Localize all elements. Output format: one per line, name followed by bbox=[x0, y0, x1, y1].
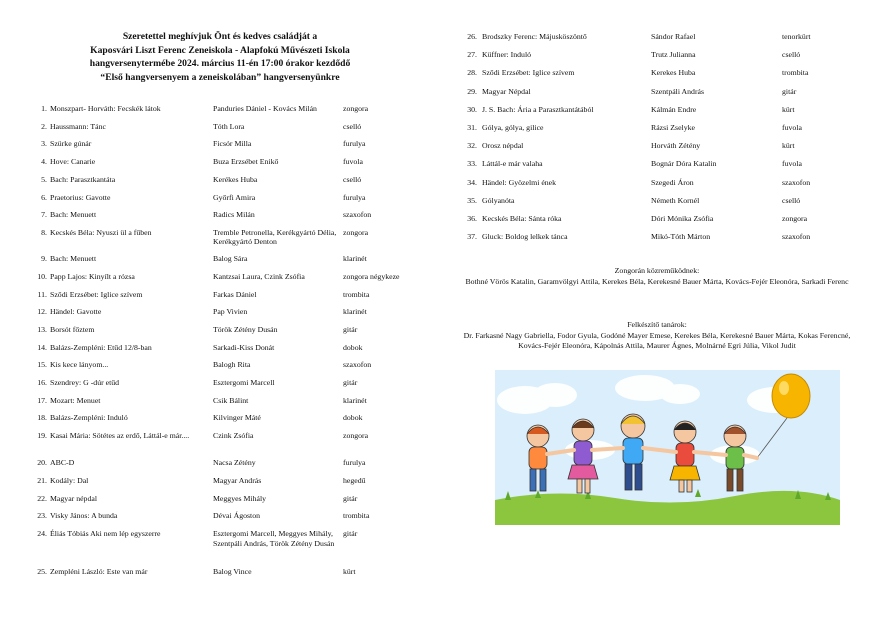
accompanists-title: Zongorán közreműködnek: bbox=[614, 266, 700, 275]
program-item-piece: Praetorius: Gavotte bbox=[50, 192, 111, 202]
program-item-number: 21. bbox=[37, 476, 47, 485]
invitation-line: Kaposvári Liszt Ferenc Zeneiskola - Alapfokú Művészeti Iskola bbox=[90, 44, 350, 56]
teachers-names: Dr. Farkasné Nagy Gabriella, Fodor Gyula, Godóné Mayer Emese, Kerekes Béla, Kerekesné Bauer Márta, Kokas Ferencné, Kovács-Fejér Eleonóra, Kápolnás Attila, Maurer Ágnes, Molnárné Egri Júlia, Vikol Judit bbox=[463, 330, 851, 351]
program-item-piece: Balázs-Zempléni: Induló bbox=[50, 413, 128, 423]
program-item-instrument: zongora bbox=[782, 214, 808, 223]
program-item-performer: Németh Kornél bbox=[651, 195, 700, 205]
program-item-piece: Sződi Erzsébet: Iglice szívem bbox=[482, 68, 575, 78]
program-item-number: 26. bbox=[467, 32, 477, 41]
program-item-instrument: gitár bbox=[343, 529, 358, 539]
program-item-number: 16. bbox=[37, 378, 47, 387]
program-item-piece: Papp Lajos: Kinyílt a rózsa bbox=[50, 271, 135, 281]
program-item-performer: Nacsa Zétény bbox=[213, 458, 256, 468]
program-item-instrument: cselló bbox=[343, 174, 362, 184]
program-item-number: 17. bbox=[37, 395, 47, 405]
program-item-piece: Szendrey: G -dúr etűd bbox=[50, 378, 120, 387]
program-item-instrument: gitár bbox=[782, 86, 797, 96]
program-item-performer: Győrfi Amira bbox=[213, 192, 256, 202]
program-item-number: 31. bbox=[467, 123, 477, 132]
program-item-instrument: hegedű bbox=[343, 476, 366, 485]
program-item-piece: Gólyanóta bbox=[482, 195, 515, 205]
program-item-number: 36. bbox=[467, 214, 477, 223]
program-item-performer: Szentpáli András bbox=[651, 86, 705, 96]
program-item-number: 30. bbox=[467, 104, 477, 114]
program-item-number: 23. bbox=[37, 511, 47, 521]
program-item-instrument: klarinét bbox=[343, 254, 367, 264]
program-item-performer: Sarkadi-Kiss Donát bbox=[213, 342, 275, 352]
program-item-performer: Farkas Dániel bbox=[213, 289, 257, 299]
program-item-instrument: klarinét bbox=[343, 395, 367, 405]
program-item-performer: Dévai Ágoston bbox=[213, 511, 260, 521]
program-item-instrument: fuvola bbox=[782, 123, 802, 132]
program-item-instrument: furulya bbox=[343, 192, 366, 202]
program-item-performer: Tóth Lora bbox=[213, 121, 245, 131]
program-item-performer: Balog Vince bbox=[213, 566, 252, 576]
program-item-number: 6. bbox=[41, 192, 47, 202]
accompanists-section bbox=[462, 266, 852, 287]
invitation-heading bbox=[30, 30, 410, 84]
program-item-performer: Tremble Petronella, Kerékgyártó Délia, Kerékgyártó Denton bbox=[213, 227, 337, 247]
program-item-number: 18. bbox=[37, 413, 47, 423]
program-item-instrument: zongora négykeze bbox=[343, 271, 400, 281]
program-item-piece: J. S. Bach: Ária a Parasztkantátából bbox=[482, 104, 594, 114]
program-item-number: 32. bbox=[467, 141, 477, 151]
program-item-piece: Gólya, gólya, gilice bbox=[482, 123, 544, 132]
program-item-piece: Kecskés Béla: Nyuszi ül a fűben bbox=[50, 227, 152, 237]
program-item-performer: Szegedi Áron bbox=[651, 177, 694, 187]
program-item-instrument: cselló bbox=[343, 121, 362, 131]
program-item-instrument: kürt bbox=[782, 104, 795, 114]
program-item-instrument: trombita bbox=[343, 289, 370, 299]
invitation-line: hangversenytermébe 2024. március 11-én 17:00 órakor kezdődő bbox=[89, 58, 351, 70]
program-item-performer: Trutz Julianna bbox=[651, 50, 696, 60]
program-item-number: 7. bbox=[41, 210, 47, 220]
program-item-instrument: gitár bbox=[343, 324, 358, 334]
program-item-performer: Radics Milán bbox=[213, 210, 255, 220]
program-item-performer: Balogh Rita bbox=[213, 360, 251, 370]
program-item-number: 3. bbox=[41, 139, 47, 149]
program-item-performer: Esztergomi Marcell, Meggyes Mihály, Szentpáli András, Török Zétény Dusán bbox=[213, 529, 335, 548]
program-item-number: 37. bbox=[467, 232, 477, 242]
program-item-performer: Mikó-Tóth Márton bbox=[651, 232, 711, 242]
program-item-piece: Gluck: Boldog lelkek tánca bbox=[482, 232, 568, 242]
program-item-performer: Pap Vivien bbox=[213, 307, 248, 317]
program-item-number: 35. bbox=[467, 195, 477, 205]
program-item-piece: Hove: Canarie bbox=[50, 157, 96, 167]
program-item-instrument: kürt bbox=[343, 566, 356, 576]
program-item-piece: Bach: Menuett bbox=[50, 254, 97, 264]
program-item-piece: Zempléni László: Este van már bbox=[50, 566, 148, 576]
program-item-instrument: dobok bbox=[343, 342, 363, 352]
program-item-number: 27. bbox=[467, 50, 477, 60]
program-item-number: 29. bbox=[467, 86, 477, 96]
program-item-piece: Éliás Tóbiás Aki nem lép egyszerre bbox=[50, 529, 161, 539]
program-item-number: 20. bbox=[37, 458, 47, 468]
program-item-performer: Buza Erzsébet Enikő bbox=[213, 157, 279, 167]
program-item-performer: Panduries Dániel - Kovács Milán bbox=[213, 104, 317, 113]
program-item-piece: Händel: Gyözelmi ének bbox=[482, 177, 557, 187]
program-item-piece: Brodszky Ferenc: Májusköszöntő bbox=[482, 32, 587, 41]
program-item-number: 11. bbox=[37, 289, 47, 299]
program-item-performer: Kantzsai Laura, Czink Zsófia bbox=[213, 271, 305, 281]
program-item-instrument: szaxofon bbox=[782, 177, 811, 187]
program-item-instrument: cselló bbox=[782, 50, 801, 60]
program-item-piece: Monszpart- Horváth: Fecskék látok bbox=[50, 104, 161, 113]
program-item-number: 22. bbox=[37, 493, 47, 503]
program-item-number: 14. bbox=[37, 342, 47, 352]
program-item-piece: Haussmann: Tánc bbox=[50, 121, 106, 131]
program-item-piece: Magyar népdal bbox=[50, 493, 97, 503]
program-item-performer: Ficsór Milla bbox=[213, 139, 252, 149]
program-item-instrument: szaxofon bbox=[782, 232, 811, 242]
program-item-number: 24. bbox=[37, 529, 47, 539]
program-item-piece: Kodály: Dal bbox=[50, 476, 89, 485]
program-item-instrument: zongora bbox=[343, 104, 369, 113]
program-item-performer: Sándor Rafael bbox=[651, 32, 696, 41]
program-item-piece: Balázs-Zempléni: Etűd 12/8-ban bbox=[50, 342, 152, 352]
program-item-instrument: gitár bbox=[343, 378, 358, 387]
program-item-performer: Dóri Mónika Zsófia bbox=[651, 214, 714, 223]
program-item-piece: Láttál-e már valaha bbox=[482, 159, 543, 169]
program-item-instrument: szaxofon bbox=[343, 360, 372, 370]
program-item-instrument: cselló bbox=[782, 195, 801, 205]
program-item-instrument: dobok bbox=[343, 413, 363, 423]
program-item-performer: Kerékes Huba bbox=[213, 174, 258, 184]
program-item-instrument: tenorkürt bbox=[782, 32, 811, 41]
program-item-instrument: trombita bbox=[343, 511, 370, 521]
program-item-number: 9. bbox=[41, 254, 47, 264]
program-item-instrument: furulya bbox=[343, 139, 366, 149]
program-item-performer: Kilvinger Máté bbox=[213, 413, 261, 423]
program-item-performer: Kerekes Huba bbox=[651, 68, 696, 78]
program-item-piece: Mozart: Menuet bbox=[50, 395, 101, 405]
teachers-section bbox=[462, 320, 852, 352]
program-item-number: 1. bbox=[41, 104, 47, 113]
program-item-piece: Visky János: A bunda bbox=[50, 511, 118, 521]
program-item-performer: Török Zétény Dusán bbox=[213, 324, 278, 334]
children-running-with-balloon-illustration bbox=[495, 360, 840, 530]
program-item-number: 15. bbox=[37, 360, 47, 370]
program-item-piece: Bach: Menuett bbox=[50, 210, 97, 220]
program-item-number: 25. bbox=[37, 566, 47, 576]
program-item-performer: Magyar András bbox=[213, 476, 262, 485]
program-item-performer: Horváth Zétény bbox=[651, 141, 701, 151]
program-item-piece: Magyar Népdal bbox=[482, 86, 531, 96]
program-item-performer: Czink Zsófia bbox=[213, 431, 254, 441]
program-item-number: 10. bbox=[37, 271, 47, 281]
program-item-performer: Meggyes Mihály bbox=[213, 493, 267, 503]
program-item-piece: Bach: Parasztkantáta bbox=[50, 174, 116, 184]
program-item-instrument: fuvola bbox=[343, 157, 363, 167]
program-item-piece: Kasai Mária: Sötétes az erdő, Láttál-e már.... bbox=[50, 431, 190, 441]
program-item-instrument: zongora bbox=[343, 227, 369, 237]
program-item-piece: Borsót főztem bbox=[50, 324, 95, 334]
program-item-number: 33. bbox=[467, 159, 477, 169]
program-item-performer: Kálmán Endre bbox=[651, 104, 697, 114]
invitation-line: Szeretettel meghívjuk Önt és kedves családját a bbox=[122, 31, 318, 42]
accompanists-names: Bothné Vörös Katalin, Garamvölgyi Attila, Kerekes Béla, Kerekesné Bauer Márta, Kovács-Fejér Eleonóra, Sarkadi Ferenc bbox=[465, 276, 849, 286]
program-item-piece: Szürke gúnár bbox=[50, 139, 92, 149]
program-item-number: 13. bbox=[37, 324, 47, 334]
program-item-instrument: klarinét bbox=[343, 307, 367, 317]
program-item-piece: Orosz népdal bbox=[482, 141, 524, 151]
program-item-number: 19. bbox=[37, 431, 47, 441]
program-item-piece: Händel: Gavotte bbox=[50, 307, 102, 317]
program-item-instrument: gitár bbox=[343, 493, 358, 503]
teachers-title: Felkészítő tanárok: bbox=[627, 320, 687, 329]
program-item-piece: ABC-D bbox=[50, 458, 75, 468]
program-item-performer: Balog Sára bbox=[213, 254, 248, 264]
program-item-instrument: zongora bbox=[343, 431, 369, 441]
program-item-number: 8. bbox=[41, 227, 47, 237]
program-item-number: 34. bbox=[467, 177, 477, 187]
program-item-instrument: fuvola bbox=[782, 159, 802, 169]
program-item-performer: Rázsi Zselyke bbox=[651, 123, 695, 132]
program-item-number: 4. bbox=[41, 157, 47, 167]
program-item-performer: Csik Bálint bbox=[213, 395, 249, 405]
program-item-performer: Bognár Dóra Katalin bbox=[651, 159, 717, 169]
program-item-piece: Kis kece lányom... bbox=[50, 360, 109, 370]
program-item-piece: Sződi Erzsébet: Iglice szívem bbox=[50, 289, 143, 299]
program-item-number: 2. bbox=[41, 121, 47, 131]
program-item-piece: Küffner: Induló bbox=[482, 50, 532, 60]
invitation-line: “Első hangversenyem a zeneiskolában” hangversenyünkre bbox=[100, 71, 340, 83]
program-item-piece: Kecskés Béla: Sánta róka bbox=[482, 214, 562, 223]
program-item-instrument: furulya bbox=[343, 458, 366, 468]
program-item-number: 12. bbox=[37, 307, 47, 317]
program-item-performer: Esztergomi Marcell bbox=[213, 378, 275, 387]
program-item-number: 5. bbox=[41, 174, 47, 184]
program-item-instrument: szaxofon bbox=[343, 210, 372, 220]
program-item-instrument: trombita bbox=[782, 68, 809, 78]
program-item-number: 28. bbox=[467, 68, 477, 78]
program-item-instrument: kürt bbox=[782, 141, 795, 151]
